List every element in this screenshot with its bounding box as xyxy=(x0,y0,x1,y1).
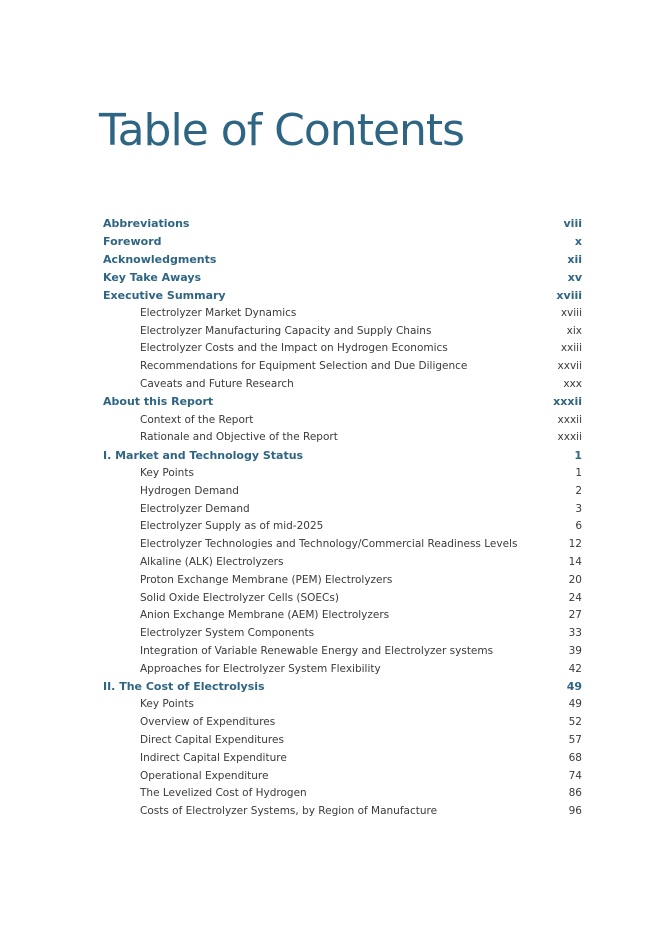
toc-entry-page-number: xxiii xyxy=(560,342,582,355)
toc-entry-page-number: xxxii xyxy=(557,413,582,426)
toc-entry-page-number: 86 xyxy=(568,787,582,800)
toc-entry-title: Overview of Expenditures xyxy=(140,716,276,729)
toc-entry-page-number: xxxii xyxy=(557,431,582,444)
toc-section-entry[interactable] xyxy=(103,233,582,251)
toc-subsection-entry[interactable] xyxy=(103,357,582,375)
toc-entry-page-number: xxvii xyxy=(557,360,582,373)
toc-entry-title: The Levelized Cost of Hydrogen xyxy=(140,787,307,800)
toc-entry-title: Electrolyzer Market Dynamics xyxy=(140,306,297,319)
toc-subsection-entry[interactable] xyxy=(103,375,582,393)
toc-entry-title: Key Points xyxy=(140,698,194,711)
table-of-contents xyxy=(103,215,582,820)
toc-entry-page-number: 49 xyxy=(568,698,582,711)
toc-subsection-entry[interactable] xyxy=(103,518,582,536)
toc-subsection-entry[interactable] xyxy=(103,589,582,607)
toc-entry-page-number: 96 xyxy=(568,805,582,818)
toc-entry-page-number: 33 xyxy=(568,627,582,640)
toc-subsection-entry[interactable] xyxy=(103,607,582,625)
toc-subsection-entry[interactable] xyxy=(103,553,582,571)
toc-entry-title: Recommendations for Equipment Selection and Due Diligence xyxy=(140,360,468,373)
toc-subsection-entry[interactable] xyxy=(103,767,582,785)
toc-entry-title: Caveats and Future Research xyxy=(140,378,294,391)
toc-entry-title: Proton Exchange Membrane (PEM) Electrolyzers xyxy=(140,573,393,586)
toc-entry-page-number: 57 xyxy=(568,734,582,746)
toc-subsection-entry[interactable] xyxy=(103,411,582,429)
toc-entry-page-number: 49 xyxy=(566,680,582,694)
toc-entry-page-number: 42 xyxy=(568,662,582,675)
toc-entry-page-number: 74 xyxy=(568,769,582,782)
toc-entry-title: Context of the Report xyxy=(140,413,254,426)
toc-entry-page-number: xxxii xyxy=(553,395,582,409)
toc-entry-title: Approaches for Electrolyzer System Flexibility xyxy=(140,662,381,675)
toc-entry-title: Rationale and Objective of the Report xyxy=(140,431,338,444)
toc-entry-page-number: viii xyxy=(563,217,582,231)
toc-entry-title: Electrolyzer System Components xyxy=(140,627,315,640)
toc-entry-page-number: x xyxy=(574,235,582,249)
toc-entry-page-number: 39 xyxy=(568,645,582,658)
toc-subsection-entry[interactable] xyxy=(103,785,582,803)
toc-entry-page-number: 14 xyxy=(568,556,582,569)
toc-subsection-entry[interactable] xyxy=(103,535,582,553)
toc-section-entry[interactable] xyxy=(103,268,582,286)
toc-section-entry[interactable] xyxy=(103,678,582,696)
toc-entry-title: Key Points xyxy=(140,467,194,480)
toc-subsection-entry[interactable] xyxy=(103,500,582,518)
toc-section-entry[interactable] xyxy=(103,251,582,269)
toc-entry-page-number: 52 xyxy=(568,716,582,729)
toc-entry-title: Direct Capital Expenditures xyxy=(140,734,284,746)
toc-subsection-entry[interactable] xyxy=(103,802,582,820)
toc-entry-page-number: 1 xyxy=(574,448,582,462)
toc-entry-page-number: 1 xyxy=(575,467,582,480)
toc-entry-page-number: 6 xyxy=(575,520,582,533)
toc-entry-title: Integration of Variable Renewable Energy and Electrolyzer systems xyxy=(140,645,494,658)
toc-entry-page-number: 12 xyxy=(568,538,582,551)
toc-entry-title: Key Take Aways xyxy=(103,270,202,284)
toc-subsection-entry[interactable] xyxy=(103,322,582,340)
toc-entry-title: Electrolyzer Technologies and Technology/Commercial Readiness Levels xyxy=(140,538,518,551)
toc-entry-title: Abbreviations xyxy=(103,217,190,231)
toc-entry-title: Electrolyzer Demand xyxy=(140,502,250,515)
toc-subsection-entry[interactable] xyxy=(103,660,582,678)
toc-entry-title: Costs of Electrolyzer Systems, by Region of Manufacture xyxy=(140,805,438,818)
toc-entry-title: Acknowledgments xyxy=(103,252,217,266)
toc-entry-title: II. The Cost of Electrolysis xyxy=(103,680,265,694)
toc-section-entry[interactable] xyxy=(103,286,582,304)
toc-entry-page-number: 68 xyxy=(568,751,582,764)
toc-section-entry[interactable] xyxy=(103,215,582,233)
toc-entry-page-number: 27 xyxy=(568,609,582,622)
toc-section-entry[interactable] xyxy=(103,393,582,411)
toc-subsection-entry[interactable] xyxy=(103,624,582,642)
toc-entry-page-number: xii xyxy=(567,252,582,266)
toc-entry-title: I. Market and Technology Status xyxy=(103,448,304,462)
toc-entry-title: Foreword xyxy=(103,235,162,249)
toc-subsection-entry[interactable] xyxy=(103,571,582,589)
toc-subsection-entry[interactable] xyxy=(103,464,582,482)
toc-entry-page-number: 24 xyxy=(568,591,582,604)
toc-entry-title: Indirect Capital Expenditure xyxy=(140,751,287,764)
toc-entry-title: Anion Exchange Membrane (AEM) Electrolyzers xyxy=(140,609,390,622)
toc-subsection-entry[interactable] xyxy=(103,731,582,749)
toc-subsection-entry[interactable] xyxy=(103,642,582,660)
toc-entry-page-number: 2 xyxy=(575,484,582,497)
toc-subsection-entry[interactable] xyxy=(103,696,582,714)
toc-subsection-entry[interactable] xyxy=(103,429,582,447)
toc-entry-title: About this Report xyxy=(103,395,214,409)
toc-entry-title: Electrolyzer Costs and the Impact on Hydrogen Economics xyxy=(140,342,448,355)
toc-subsection-entry[interactable] xyxy=(103,713,582,731)
toc-entry-page-number: xviii xyxy=(556,288,582,302)
toc-entry-title: Operational Expenditure xyxy=(140,769,269,782)
toc-entry-title: Hydrogen Demand xyxy=(140,484,239,497)
toc-subsection-entry[interactable] xyxy=(103,340,582,358)
toc-subsection-entry[interactable] xyxy=(103,749,582,767)
toc-entry-title: Electrolyzer Manufacturing Capacity and Supply Chains xyxy=(140,324,432,337)
toc-entry-page-number: xviii xyxy=(560,306,582,319)
toc-subsection-entry[interactable] xyxy=(103,304,582,322)
toc-section-entry[interactable] xyxy=(103,446,582,464)
toc-subsection-entry[interactable] xyxy=(103,482,582,500)
toc-entry-title: Electrolyzer Supply as of mid-2025 xyxy=(140,520,324,533)
page-title: Table of Contents xyxy=(99,105,465,156)
toc-entry-page-number: xix xyxy=(566,324,582,337)
toc-entry-title: Solid Oxide Electrolyzer Cells (SOECs) xyxy=(140,591,339,604)
toc-entry-page-number: 20 xyxy=(568,573,582,586)
toc-entry-title: Alkaline (ALK) Electrolyzers xyxy=(140,556,284,569)
toc-entry-title: Executive Summary xyxy=(103,288,226,302)
toc-entry-page-number: xxx xyxy=(563,378,582,391)
toc-entry-page-number: xv xyxy=(567,270,582,284)
toc-entry-page-number: 3 xyxy=(575,502,582,515)
